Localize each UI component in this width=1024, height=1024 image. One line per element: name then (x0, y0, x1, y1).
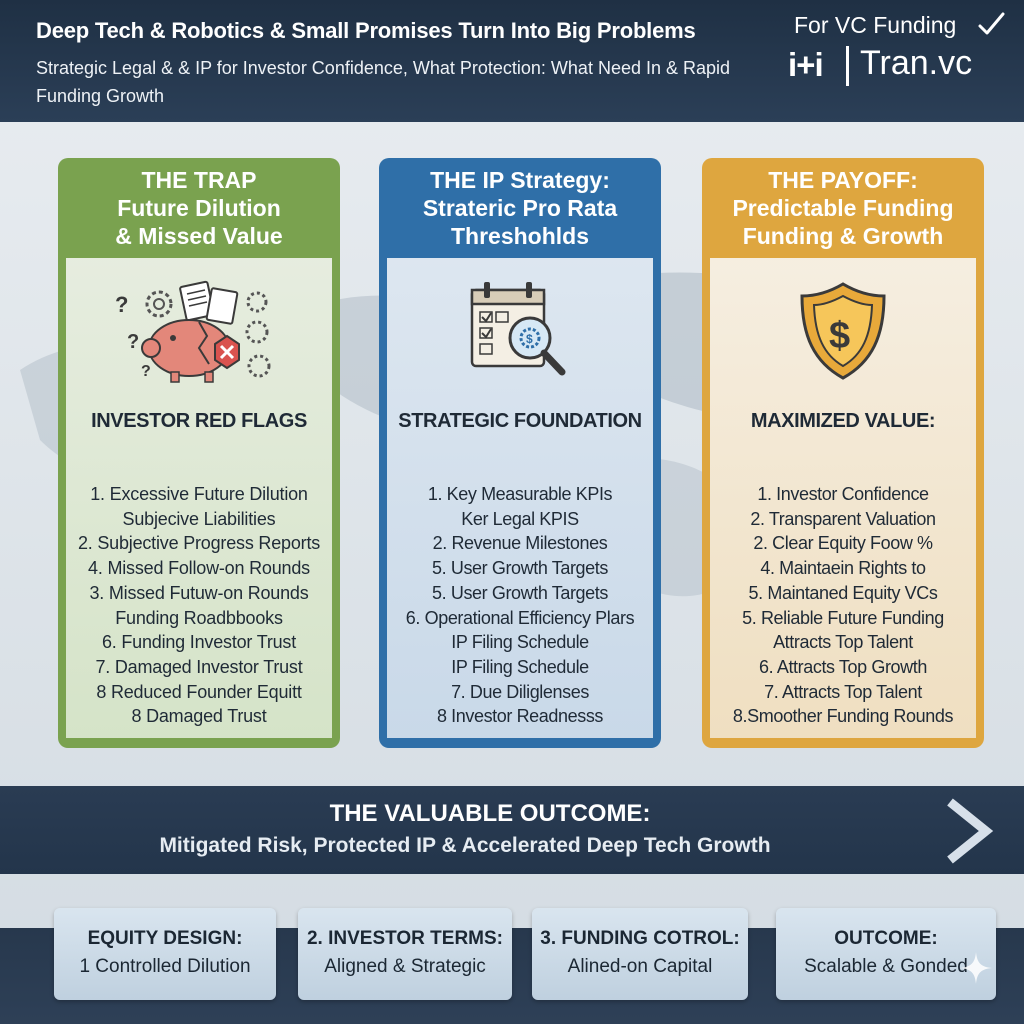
card-heading: 3. FUNDING COTROL: (540, 928, 740, 949)
column-title-line: Future Dilution (117, 195, 281, 221)
list-item: 7. Damaged Investor Trust (95, 656, 303, 677)
svg-text:?: ? (141, 363, 151, 380)
list-item: Subjecive Liabilities (122, 508, 276, 529)
red-flags-list (66, 482, 332, 729)
column-title-line: & Missed Value (115, 223, 283, 249)
list-item: 1. Excessive Future Dilution (90, 484, 308, 504)
column-ip-strategy (379, 158, 661, 748)
strategic-foundation-list (387, 482, 653, 729)
column-title (58, 166, 340, 250)
list-item: 4. Missed Follow-on Rounds (88, 558, 310, 579)
svg-text:?: ? (115, 292, 129, 317)
list-item: 5. User Growth Targets (432, 582, 608, 603)
column-title-line: Predictable Funding (732, 195, 954, 221)
section-heading: MAXIMIZED VALUE: (750, 410, 936, 432)
list-item: 7. Attracts Top Talent (764, 681, 922, 702)
list-item: 2. Transparent Valuation (750, 508, 936, 529)
column-panel (66, 258, 332, 738)
column-title (379, 166, 661, 250)
list-item: 1. Investor Confidence (757, 484, 929, 504)
list-item: 8 Reduced Founder Equitt (96, 681, 302, 702)
list-item: 2. Clear Equity Foow % (753, 533, 933, 554)
list-item: 2. Revenue Milestones (432, 533, 608, 554)
outcome-banner (0, 786, 1024, 874)
sparkle-icon (958, 950, 994, 986)
list-item: 8 Investor Readnesss (436, 706, 604, 727)
section-heading: STRATEGIC FOUNDATION (398, 410, 642, 432)
column-title-line: THE PAYOFF: (768, 167, 918, 193)
brand-separator (846, 46, 849, 86)
list-item: 1. Key Measurable KPIs (427, 484, 613, 504)
column-title (702, 166, 984, 250)
list-item: 4. Maintaein Rights to (760, 558, 926, 579)
card-heading: 2. INVESTOR TERMS: (306, 928, 503, 949)
chevron-right-icon (936, 796, 1006, 866)
list-item: 6. Funding Investor Trust (101, 632, 297, 653)
list-item: 2. Subjective Progress Reports (77, 533, 321, 554)
maximized-value-list (710, 482, 976, 729)
brand-logo (788, 8, 1010, 108)
card-heading: EQUITY DESIGN: (87, 928, 243, 949)
svg-text:$: $ (829, 315, 851, 357)
page-subtitle: Strategic Legal & & IP for Investor Confidence, What Protection: What Need In & Rapid Funding Growth (36, 58, 731, 106)
list-item: Funding Roadbbooks (115, 607, 283, 628)
column-the-trap (58, 158, 340, 748)
column-panel (387, 258, 653, 738)
column-title-line: Threshohlds (450, 223, 589, 249)
list-item: 6. Operational Efficiency Plars (405, 607, 635, 628)
list-item: 5. User Growth Targets (432, 558, 608, 579)
card-body: Scalable & Gonded (804, 956, 968, 977)
column-panel (710, 258, 976, 738)
shield-dollar-icon (788, 276, 898, 386)
svg-text:?: ? (127, 331, 140, 353)
list-item: IP Filing Schedule (451, 656, 589, 677)
card-body: 1 Controlled Dilution (79, 956, 251, 977)
list-item: 5. Maintaned Equity VCs (748, 582, 938, 603)
header-bar (0, 0, 1024, 122)
column-the-payoff (702, 158, 984, 748)
list-item: 7. Due Diliglenses (451, 681, 589, 702)
calendar-magnifier-icon (460, 276, 580, 386)
card-equity-design (54, 908, 276, 1000)
list-item: 5. Reliable Future Funding (742, 607, 944, 628)
brand-mark: i+i (788, 46, 823, 83)
column-title-line: THE TRAP (141, 167, 257, 193)
column-title-line: Strateric Pro Rata (422, 195, 618, 221)
list-item: 8.Smoother Funding Rounds (732, 706, 954, 727)
card-investor-terms (298, 908, 512, 1000)
list-item: 8 Damaged Trust (131, 706, 267, 727)
card-heading: OUTCOME: (834, 928, 938, 949)
checkmark-icon (976, 10, 1006, 40)
list-item: Ker Legal KPIS (461, 508, 579, 529)
list-item: Attracts Top Talent (773, 632, 913, 653)
card-body: Aligned & Strategic (324, 956, 486, 977)
column-title-line: THE IP Strategy: (430, 167, 610, 193)
svg-text:$: $ (526, 332, 533, 346)
column-title-line: Funding & Growth (742, 223, 944, 249)
brand-tagline: For VC Funding (794, 12, 957, 38)
card-body: Alined-on Capital (567, 956, 713, 977)
list-item: IP Filing Schedule (451, 632, 589, 653)
list-item: 6. Attracts Top Growth (759, 656, 927, 677)
card-funding-control (532, 908, 748, 1000)
brand-name: Tran.vc (860, 44, 973, 82)
list-item: 3. Missed Futuw-on Rounds (89, 582, 309, 603)
page-title: Deep Tech & Robotics & Small Promises Turn Into Big Problems (36, 18, 696, 43)
outcome-subheading: Mitigated Risk, Protected IP & Accelerated Deep Tech Growth (159, 834, 771, 857)
section-heading: INVESTOR RED FLAGS (91, 410, 307, 432)
piggy-bank-gears-warning-icon (109, 276, 289, 386)
outcome-heading: THE VALUABLE OUTCOME: (329, 800, 651, 827)
